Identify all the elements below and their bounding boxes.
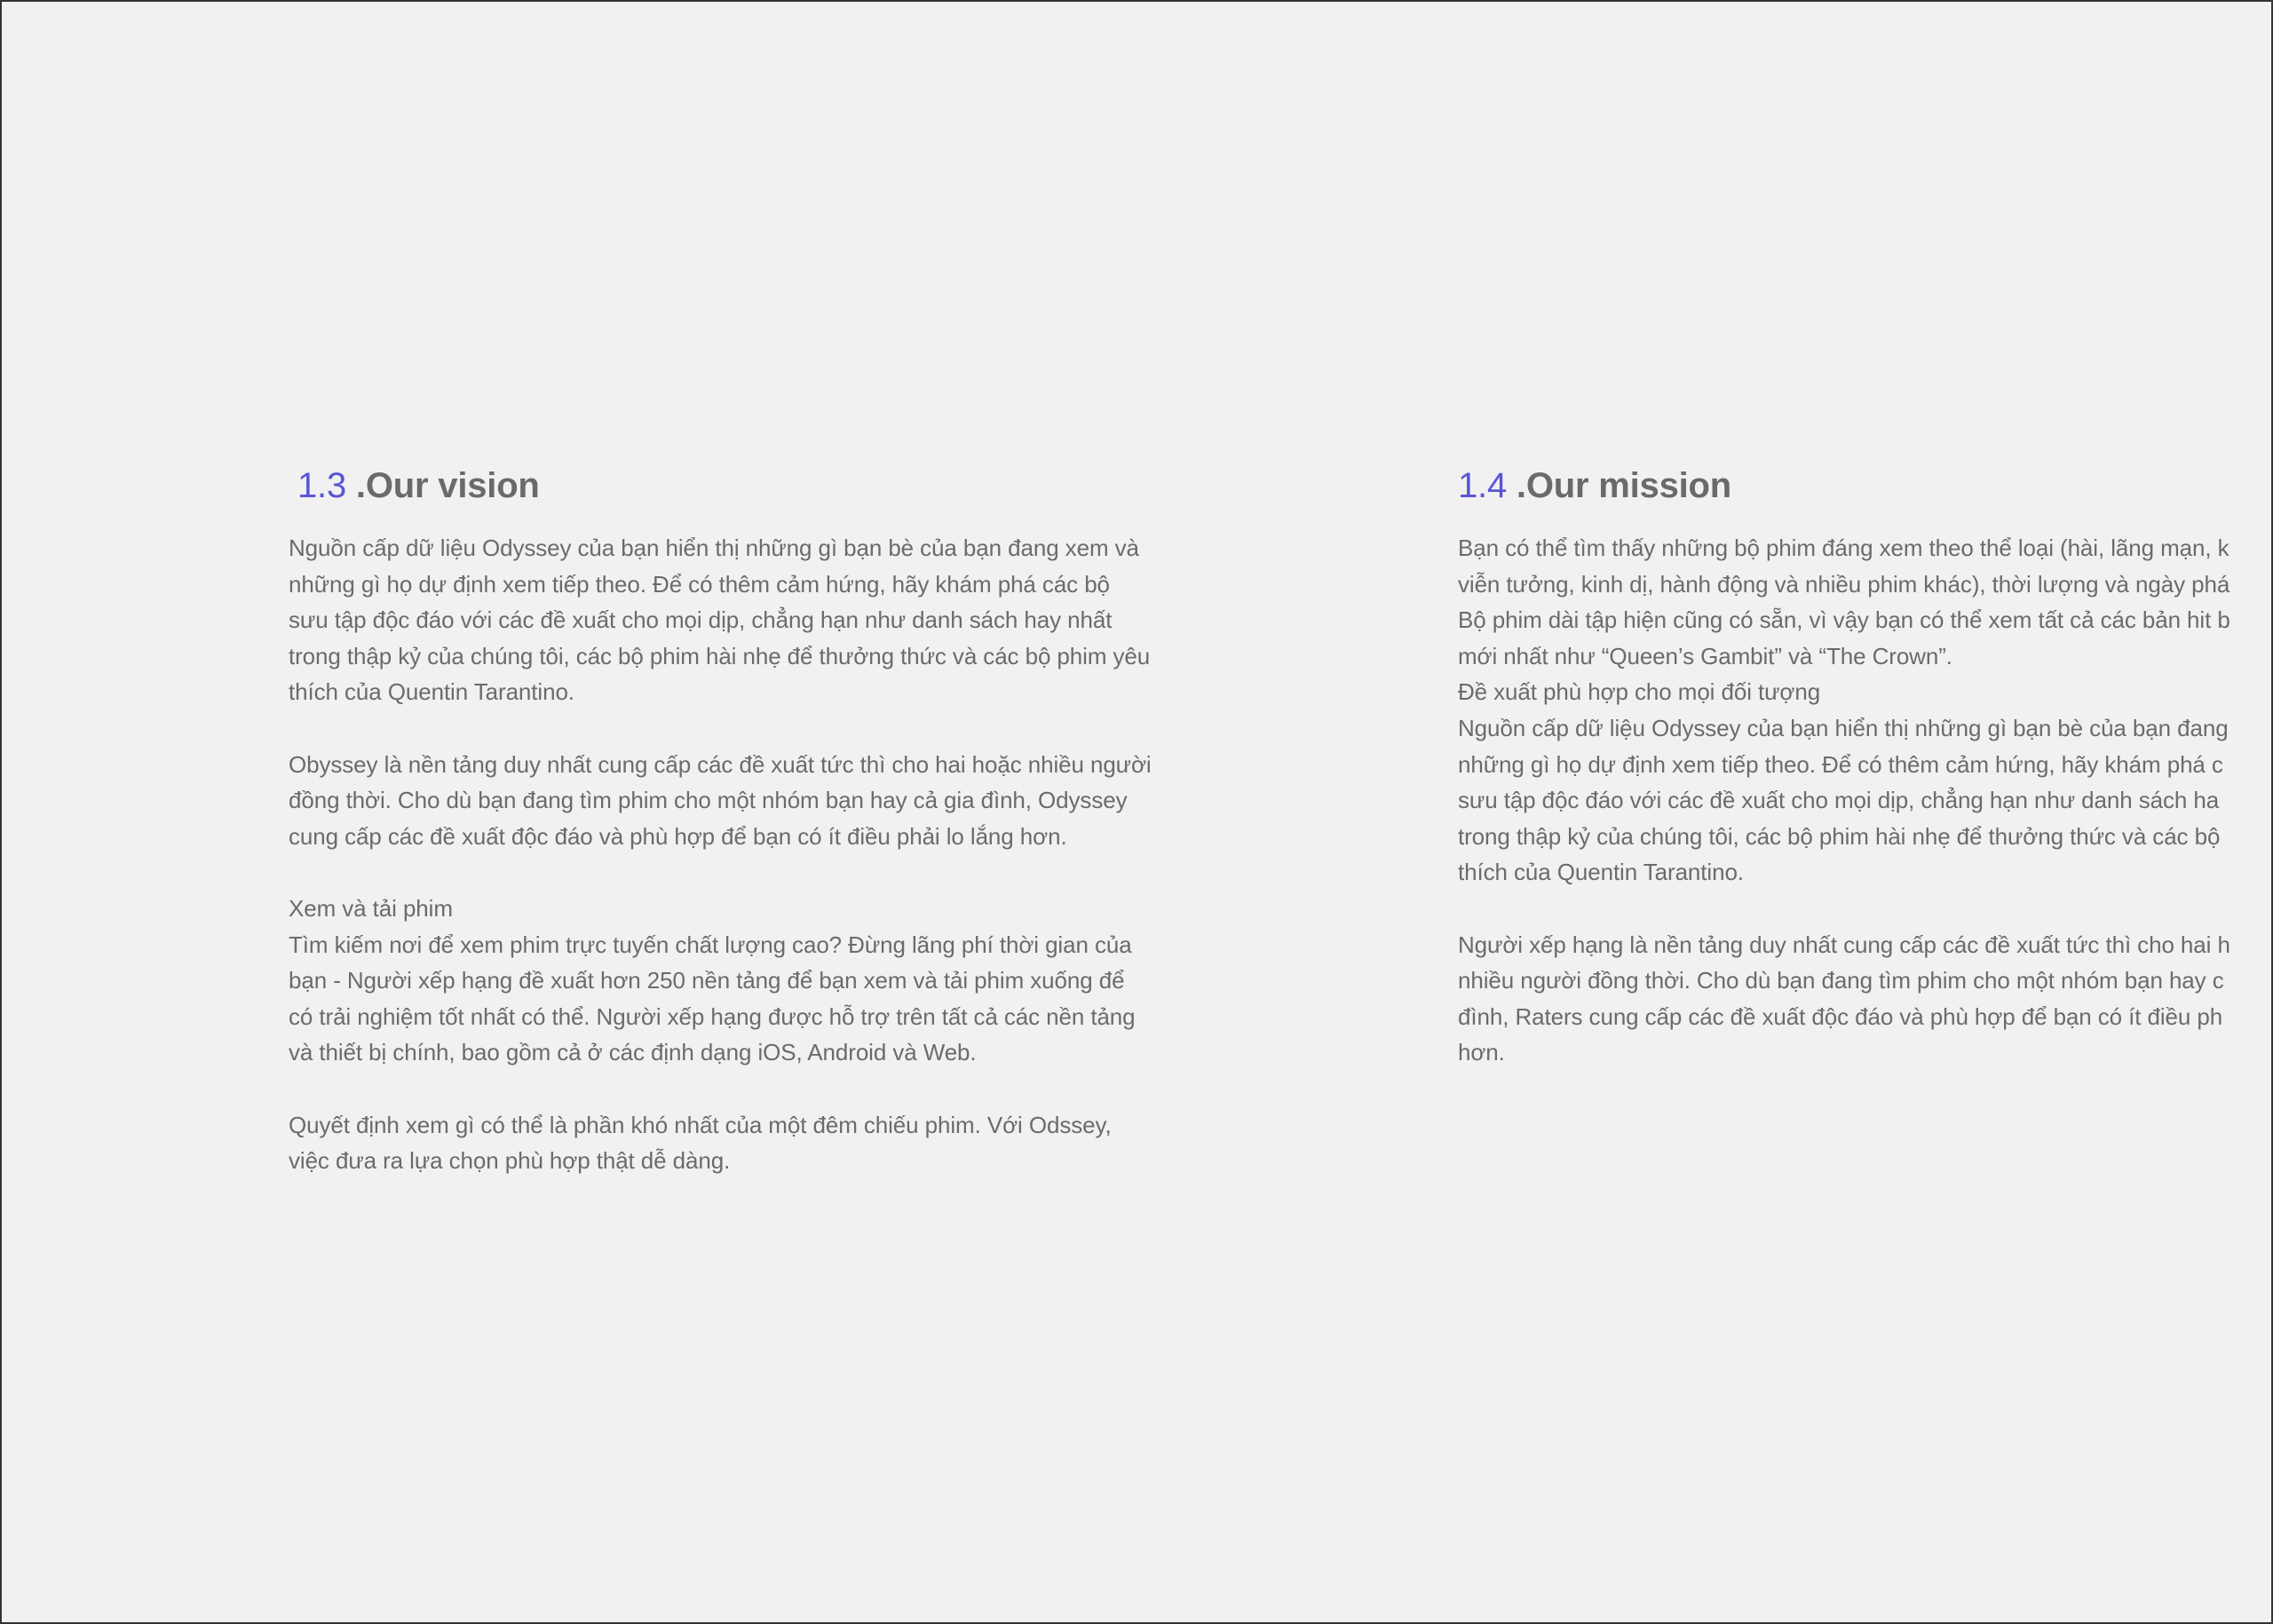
text-line: cung cấp các đề xuất độc đáo và phù hợp để bạn có ít điều phải lo lắng hơn. (289, 822, 1067, 850)
section-number: 1.4 (1458, 466, 1508, 505)
section-our-vision (289, 466, 1230, 1215)
paragraph (289, 530, 1230, 710)
text-line: những gì họ dự định xem tiếp theo. Để có thêm cảm hứng, hãy khám phá các bộ (289, 570, 1110, 598)
text-line: những gì họ dự định xem tiếp theo. Để có thêm cảm hứng, hãy khám phá c (1458, 750, 2223, 778)
text-line: bạn - Người xếp hạng đề xuất hơn 250 nền tảng để bạn xem và tải phim xuống để (289, 967, 1125, 994)
section-body (1458, 530, 2273, 1071)
text-line: nhiều người đồng thời. Cho dù bạn đang tìm phim cho một nhóm bạn hay c (1458, 967, 2224, 994)
text-line: đình, Raters cung cấp các đề xuất độc đáo và phù hợp để bạn có ít điều ph (1458, 1002, 2223, 1030)
text-line: trong thập kỷ của chúng tôi, các bộ phim hài nhẹ để thưởng thức và các bộ (1458, 822, 2221, 850)
text-line: sưu tập độc đáo với các đề xuất cho mọi dịp, chẳng hạn như danh sách hay nhất (289, 606, 1113, 634)
text-line: Người xếp hạng là nền tảng duy nhất cung cấp các đề xuất tức thì cho hai h (1458, 931, 2230, 958)
text-line: Quyết định xem gì có thể là phần khó nhất của một đêm chiếu phim. Với Odssey, (289, 1111, 1112, 1138)
text-line: Bạn có thể tìm thấy những bộ phim đáng xem theo thể loại (hài, lãng mạn, k (1458, 535, 2229, 561)
paragraph (289, 1107, 1230, 1179)
text-line: Bộ phim dài tập hiện cũng có sẵn, vì vậy bạn có thể xem tất cả các bản hit b (1458, 606, 2230, 634)
section-our-mission (1458, 466, 2273, 1107)
text-line: Nguồn cấp dữ liệu Odyssey của bạn hiển thị những gì bạn bè của bạn đang (1458, 714, 2229, 741)
subheading-line: Đề xuất phù hợp cho mọi đối tượng (1458, 678, 1821, 706)
section-title: .Our vision (346, 466, 540, 505)
text-line: và thiết bị chính, bao gồm cả ở các định dạng iOS, Android và Web. (289, 1039, 977, 1066)
text-line: Tìm kiếm nơi để xem phim trực tuyến chất lượng cao? Đừng lãng phí thời gian của (289, 931, 1132, 958)
text-line: thích của Quentin Tarantino. (1458, 859, 1744, 886)
section-heading-mission (1458, 466, 2273, 512)
paragraph (1458, 530, 2273, 891)
section-title: .Our mission (1507, 466, 1732, 505)
text-line: Obyssey là nền tảng duy nhất cung cấp các đề xuất tức thì cho hai hoặc nhiều người (289, 750, 1152, 778)
subheading-line: Xem và tải phim (289, 894, 453, 922)
paragraph (1458, 927, 2273, 1071)
text-line: mới nhất như “Queen’s Gambit” và “The Crown”. (1458, 642, 1952, 669)
section-number: 1.3 (297, 466, 347, 505)
paragraph (289, 891, 1230, 1071)
text-line: Nguồn cấp dữ liệu Odyssey của bạn hiển thị những gì bạn bè của bạn đang xem và (289, 535, 1139, 561)
section-heading-vision (289, 466, 1230, 512)
text-line: sưu tập độc đáo với các đề xuất cho mọi dịp, chẳng hạn như danh sách ha (1458, 787, 2220, 814)
text-line: việc đưa ra lựa chọn phù hợp thật dễ dàng. (289, 1147, 731, 1175)
text-line: hơn. (1458, 1039, 1505, 1066)
text-line: viễn tưởng, kinh dị, hành động và nhiều phim khác), thời lượng và ngày phá (1458, 570, 2230, 598)
section-body (289, 530, 1230, 1179)
text-line: đồng thời. Cho dù bạn đang tìm phim cho một nhóm bạn hay cả gia đình, Odyssey (289, 787, 1128, 814)
text-line: có trải nghiệm tốt nhất có thể. Người xếp hạng được hỗ trợ trên tất cả các nền tảng (289, 1002, 1136, 1030)
text-line: thích của Quentin Tarantino. (289, 678, 574, 706)
text-line: trong thập kỷ của chúng tôi, các bộ phim hài nhẹ để thưởng thức và các bộ phim yêu (289, 642, 1151, 669)
paragraph (289, 747, 1230, 855)
